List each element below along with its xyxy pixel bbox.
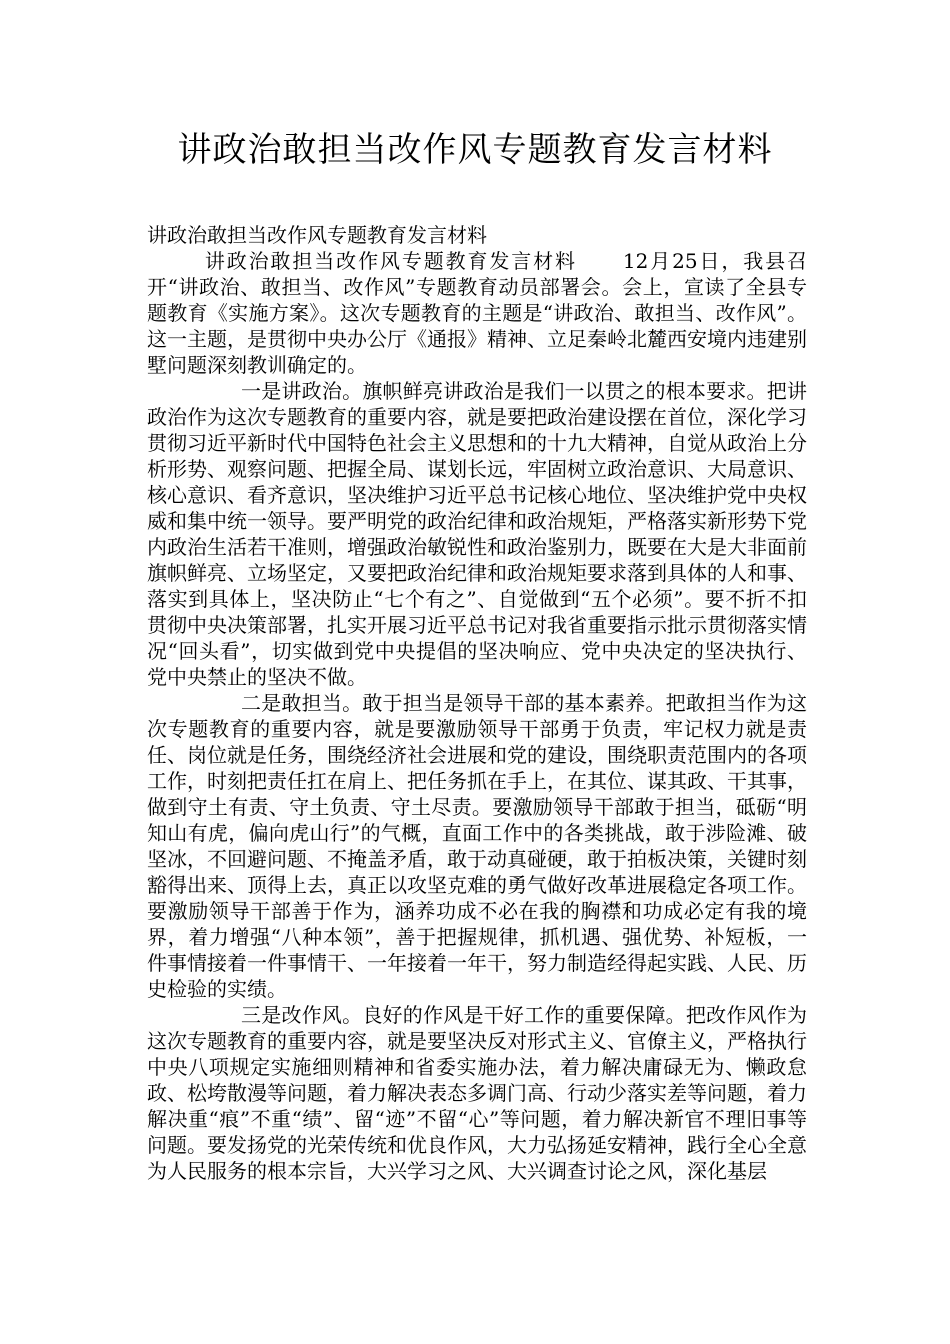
intro-text: 12月25日，我县召开“讲政治、敢担当、改作风”专题教育动员部署会。会上，宣读了全县专题教育《实施方案》。这次专题教育的主题是“讲政治、敢担当、改作风”。这一主题，是贯彻中央办公厅《通报》精神、立足秦岭北麓西安境内违建别墅问题深刻教训确定的。	[147, 249, 808, 377]
document-subtitle: 讲政治敢担当改作风专题教育发言材料	[147, 223, 487, 247]
paragraph-work-style: 三是改作风。良好的作风是干好工作的重要保障。把改作风作为这次专题教育的重要内容，就是要坚决反对形式主义、官僚主义，严格执行中央八项规定实施细则精神和省委实施办法，着力解决庸碌无为、懒政怠政、松垮散漫等问题，着力解决表态多调门高、行动少落实差等问题，着力解决重“痕”不重“绩”、留“迹”不留“心”等问题，着力解决新官不理旧事等问题。要发扬党的光荣传统和优良作风，大力弘扬延安精神，践行全心全意为人民服务的根本宗旨，大兴学习之风、大兴调查讨论之风，深化基层	[147, 1003, 807, 1183]
paragraph-politics: 一是讲政治。旗帜鲜亮讲政治是我们一以贯之的根本要求。把讲政治作为这次专题教育的重要内容，就是要把政治建设摆在首位，深化学习贯彻习近平新时代中国特色社会主义思想和的十九大精神，自觉从政治上分析形势、观察问题、把握全局、谋划长远，牢固树立政治意识、大局意识、核心意识、看齐意识，坚决维护习近平总书记核心地位、坚决维护党中央权威和集中统一领导。要严明党的政治纪律和政治规矩，严格落实新形势下党内政治生活若干准则，增强政治敏锐性和政治鉴别力，既要在大是大非面前旗帜鲜亮、立场坚定，又要把政治纪律和政治规矩要求落到具体的人和事、落实到具体上，坚决防止“七个有之”、自觉做到“五个必须”。要不折不扣贯彻中央决策部署，扎实开展习近平总书记对我省重要指示批示贯彻落实情况“回头看”，切实做到党中央提倡的坚决响应、党中央决定的坚决执行、党中央禁止的坚决不做。	[147, 379, 807, 689]
document-body	[147, 222, 807, 1184]
intro-paragraph	[147, 248, 807, 378]
document-title: 讲政治敢担当改作风专题教育发言材料	[177, 130, 773, 170]
intro-heading: 讲政治敢担当改作风专题教育发言材料	[203, 249, 577, 273]
paragraph-responsibility: 二是敢担当。敢于担当是领导干部的基本素养。把敢担当作为这次专题教育的重要内容，就是要激励领导干部勇于负责，牢记权力就是责任、岗位就是任务，围绕经济社会进展和党的建设，围绕职责范围内的各项工作，时刻把责任扛在肩上、把任务抓在手上，在其位、谋其政、干其事，做到守土有责、守土负责、守土尽责。要激励领导干部敢于担当，砥砺“明知山有虎，偏向虎山行”的气概，直面工作中的各类挑战，敢于涉险滩、破坚冰，不回避问题、不掩盖矛盾，敢于动真碰硬，敢于拍板决策，关键时刻豁得出来、顶得上去，真正以攻坚克难的勇气做好改革进展稳定各项工作。要激励领导干部善于作为，涵养功成不必在我的胸襟和功成必定有我的境界，着力增强“八种本领”，善于把握规律，抓机遇、强优势、补短板，一件事情接着一件事情干、一年接着一年干，努力制造经得起实践、人民、历史检验的实绩。	[147, 691, 807, 1001]
